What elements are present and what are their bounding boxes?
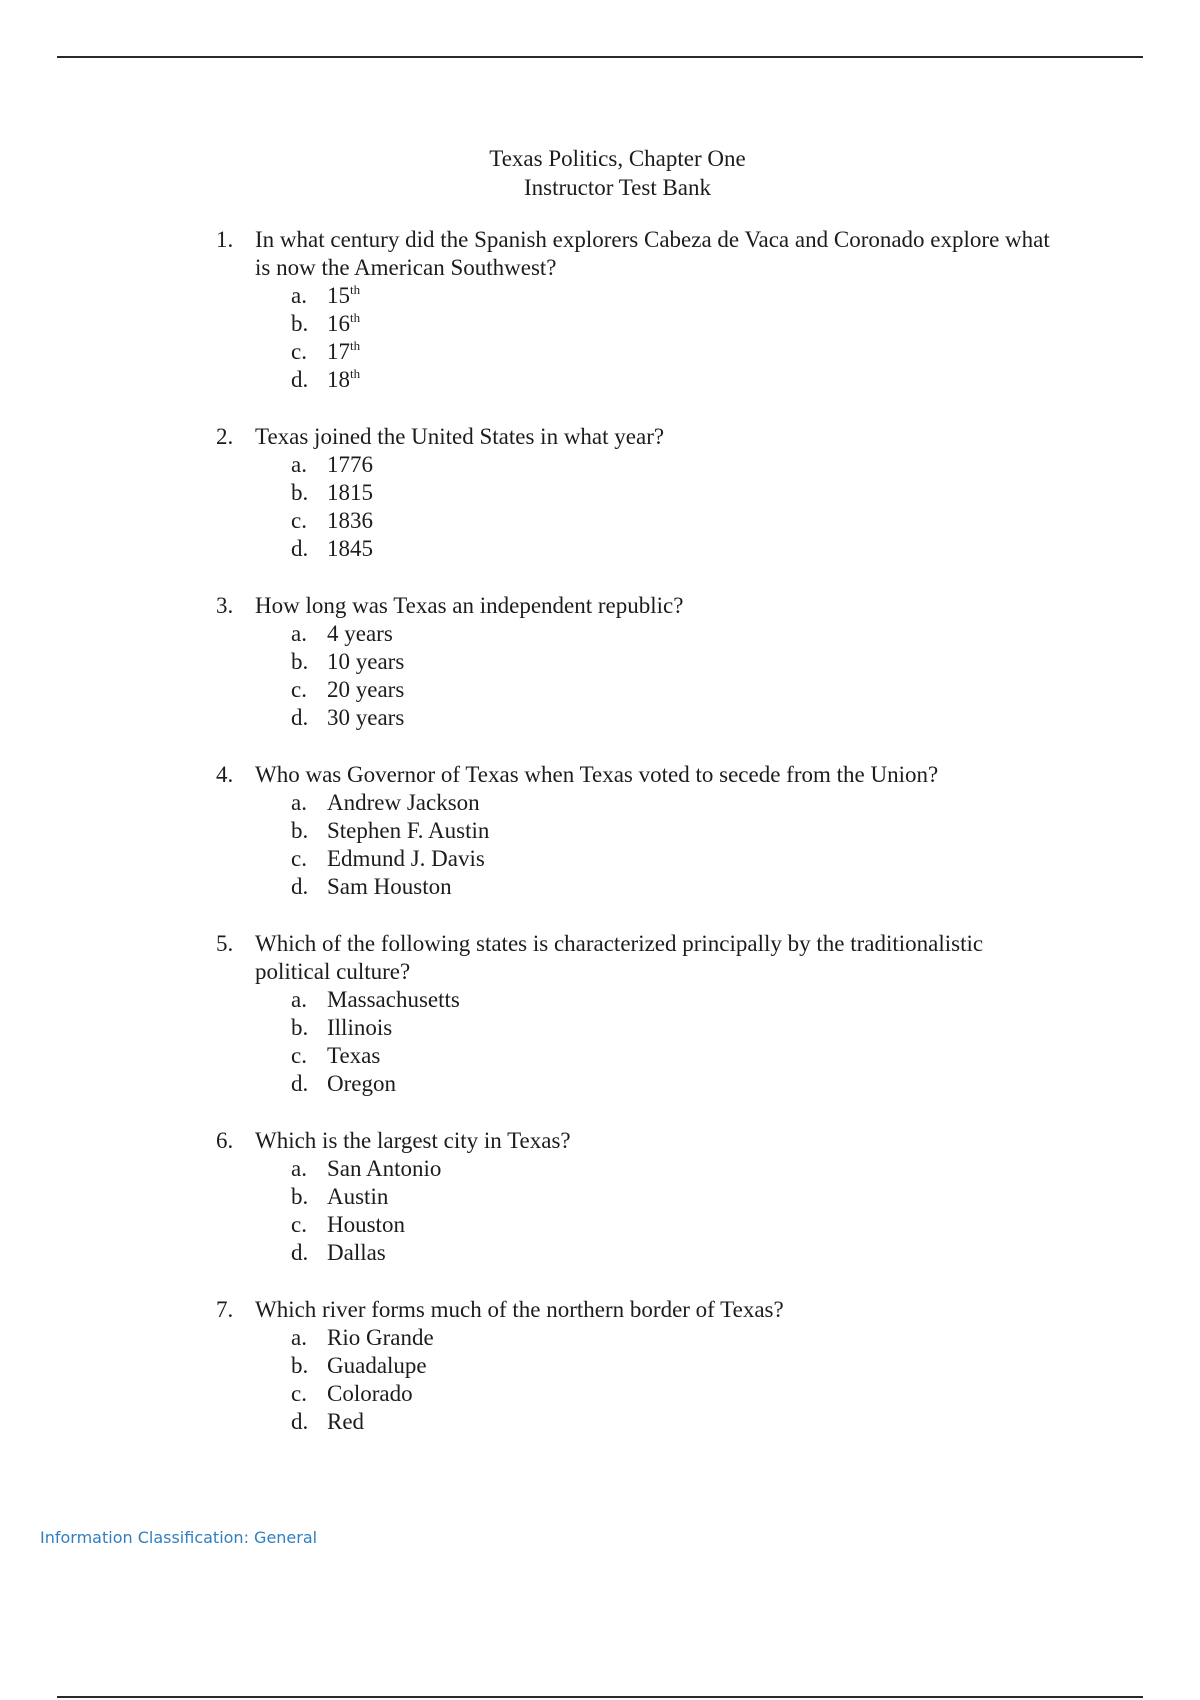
question-item bbox=[216, 423, 1056, 563]
option-letter: d. bbox=[291, 1409, 309, 1434]
answer-option bbox=[291, 873, 1056, 901]
option-text: Houston bbox=[327, 1212, 405, 1237]
answer-option bbox=[291, 1380, 1056, 1408]
option-letter: a. bbox=[291, 987, 307, 1012]
question-text: How long was Texas an independent republic? bbox=[255, 593, 684, 618]
option-text: 16 bbox=[327, 311, 350, 336]
ordinal-suffix: th bbox=[350, 338, 361, 353]
option-text: Texas bbox=[327, 1043, 381, 1068]
option-letter: c. bbox=[291, 1212, 307, 1237]
information-classification-label: Information Classification: General bbox=[40, 1528, 318, 1547]
question-number: 3. bbox=[216, 593, 234, 618]
answer-option bbox=[291, 1070, 1056, 1098]
ordinal-suffix: th bbox=[350, 282, 361, 297]
question-text: In what century did the Spanish explorers Cabeza de Vaca and Coronado explore what is now the American Southwest? bbox=[255, 227, 1050, 280]
document-subtitle: Instructor Test Bank bbox=[523, 175, 712, 200]
answer-options bbox=[255, 789, 1056, 901]
option-text: Austin bbox=[327, 1184, 389, 1209]
option-text: 1776 bbox=[327, 452, 373, 477]
question-list bbox=[216, 226, 1056, 1465]
answer-options bbox=[255, 986, 1056, 1098]
answer-option bbox=[291, 535, 1056, 563]
option-letter: b. bbox=[291, 311, 309, 336]
question-text: Who was Governor of Texas when Texas voted to secede from the Union? bbox=[255, 762, 939, 787]
question-item bbox=[216, 1127, 1056, 1267]
answer-options bbox=[255, 620, 1056, 732]
option-letter: a. bbox=[291, 283, 307, 308]
answer-options bbox=[255, 1324, 1056, 1436]
option-text: Oregon bbox=[327, 1071, 396, 1096]
option-letter: c. bbox=[291, 508, 307, 533]
option-text: Dallas bbox=[327, 1240, 386, 1265]
answer-option bbox=[291, 338, 1056, 366]
answer-option bbox=[291, 1155, 1056, 1183]
option-text: 30 years bbox=[327, 705, 405, 730]
option-text: 18 bbox=[327, 367, 350, 392]
answer-option bbox=[291, 1183, 1056, 1211]
option-letter: c. bbox=[291, 677, 307, 702]
option-letter: d. bbox=[291, 705, 309, 730]
option-text: Guadalupe bbox=[327, 1353, 427, 1378]
option-text: Edmund J. Davis bbox=[327, 846, 485, 871]
option-text: Massachusetts bbox=[327, 987, 460, 1012]
option-text: 4 years bbox=[327, 621, 393, 646]
option-letter: a. bbox=[291, 790, 307, 815]
answer-option bbox=[291, 1408, 1056, 1436]
question-number: 1. bbox=[216, 227, 234, 252]
question-text: Which is the largest city in Texas? bbox=[255, 1128, 571, 1153]
option-letter: c. bbox=[291, 1381, 307, 1406]
question-text: Which river forms much of the northern border of Texas? bbox=[255, 1297, 784, 1322]
question-number: 2. bbox=[216, 424, 234, 449]
question-number: 7. bbox=[216, 1297, 234, 1322]
answer-option bbox=[291, 507, 1056, 535]
answer-options bbox=[255, 1155, 1056, 1267]
question-text: Which of the following states is characterized principally by the traditionalistic political culture? bbox=[255, 931, 984, 984]
option-text: 17 bbox=[327, 339, 350, 364]
option-text: Red bbox=[327, 1409, 365, 1434]
answer-option bbox=[291, 789, 1056, 817]
option-letter: b. bbox=[291, 1184, 309, 1209]
option-letter: b. bbox=[291, 480, 309, 505]
answer-option bbox=[291, 620, 1056, 648]
answer-options bbox=[255, 282, 1056, 394]
option-letter: c. bbox=[291, 339, 307, 364]
option-text: San Antonio bbox=[327, 1156, 442, 1181]
option-letter: b. bbox=[291, 1015, 309, 1040]
answer-option bbox=[291, 1352, 1056, 1380]
option-text: Illinois bbox=[327, 1015, 393, 1040]
answer-option bbox=[291, 282, 1056, 310]
answer-option bbox=[291, 845, 1056, 873]
option-letter: d. bbox=[291, 874, 309, 899]
question-item bbox=[216, 1296, 1056, 1436]
option-text: Stephen F. Austin bbox=[327, 818, 490, 843]
question-number: 6. bbox=[216, 1128, 234, 1153]
answer-option bbox=[291, 986, 1056, 1014]
option-letter: a. bbox=[291, 452, 307, 477]
option-text: Colorado bbox=[327, 1381, 413, 1406]
question-item bbox=[216, 930, 1056, 1098]
question-number: 5. bbox=[216, 931, 234, 956]
option-letter: a. bbox=[291, 621, 307, 646]
answer-option bbox=[291, 1211, 1056, 1239]
option-letter: b. bbox=[291, 649, 309, 674]
option-text: 1836 bbox=[327, 508, 373, 533]
answer-option bbox=[291, 704, 1056, 732]
option-text: 15 bbox=[327, 283, 350, 308]
option-text: 20 years bbox=[327, 677, 405, 702]
answer-option bbox=[291, 1014, 1056, 1042]
answer-options bbox=[255, 451, 1056, 563]
answer-option bbox=[291, 1239, 1056, 1267]
option-text: Sam Houston bbox=[327, 874, 452, 899]
answer-option bbox=[291, 451, 1056, 479]
answer-option bbox=[291, 648, 1056, 676]
ordinal-suffix: th bbox=[350, 310, 361, 325]
option-letter: d. bbox=[291, 1240, 309, 1265]
answer-option bbox=[291, 1042, 1056, 1070]
answer-option bbox=[291, 479, 1056, 507]
option-text: Andrew Jackson bbox=[327, 790, 480, 815]
option-text: 1845 bbox=[327, 536, 373, 561]
top-rule bbox=[57, 56, 1143, 58]
option-letter: d. bbox=[291, 1071, 309, 1096]
ordinal-suffix: th bbox=[350, 366, 361, 381]
option-text: Rio Grande bbox=[327, 1325, 434, 1350]
answer-option bbox=[291, 676, 1056, 704]
option-text: 10 years bbox=[327, 649, 405, 674]
option-letter: d. bbox=[291, 536, 309, 561]
option-letter: b. bbox=[291, 818, 309, 843]
answer-option bbox=[291, 1324, 1056, 1352]
question-item bbox=[216, 592, 1056, 732]
question-item bbox=[216, 226, 1056, 394]
document-header bbox=[0, 144, 1200, 202]
answer-option bbox=[291, 817, 1056, 845]
option-letter: d. bbox=[291, 367, 309, 392]
bottom-rule bbox=[57, 1696, 1143, 1698]
option-letter: b. bbox=[291, 1353, 309, 1378]
document-title: Texas Politics, Chapter One bbox=[489, 146, 746, 171]
option-text: 1815 bbox=[327, 480, 373, 505]
question-item bbox=[216, 761, 1056, 901]
option-letter: c. bbox=[291, 1043, 307, 1068]
answer-option bbox=[291, 310, 1056, 338]
question-number: 4. bbox=[216, 762, 234, 787]
option-letter: a. bbox=[291, 1156, 307, 1181]
question-text: Texas joined the United States in what year? bbox=[255, 424, 665, 449]
option-letter: a. bbox=[291, 1325, 307, 1350]
answer-option bbox=[291, 366, 1056, 394]
option-letter: c. bbox=[291, 846, 307, 871]
